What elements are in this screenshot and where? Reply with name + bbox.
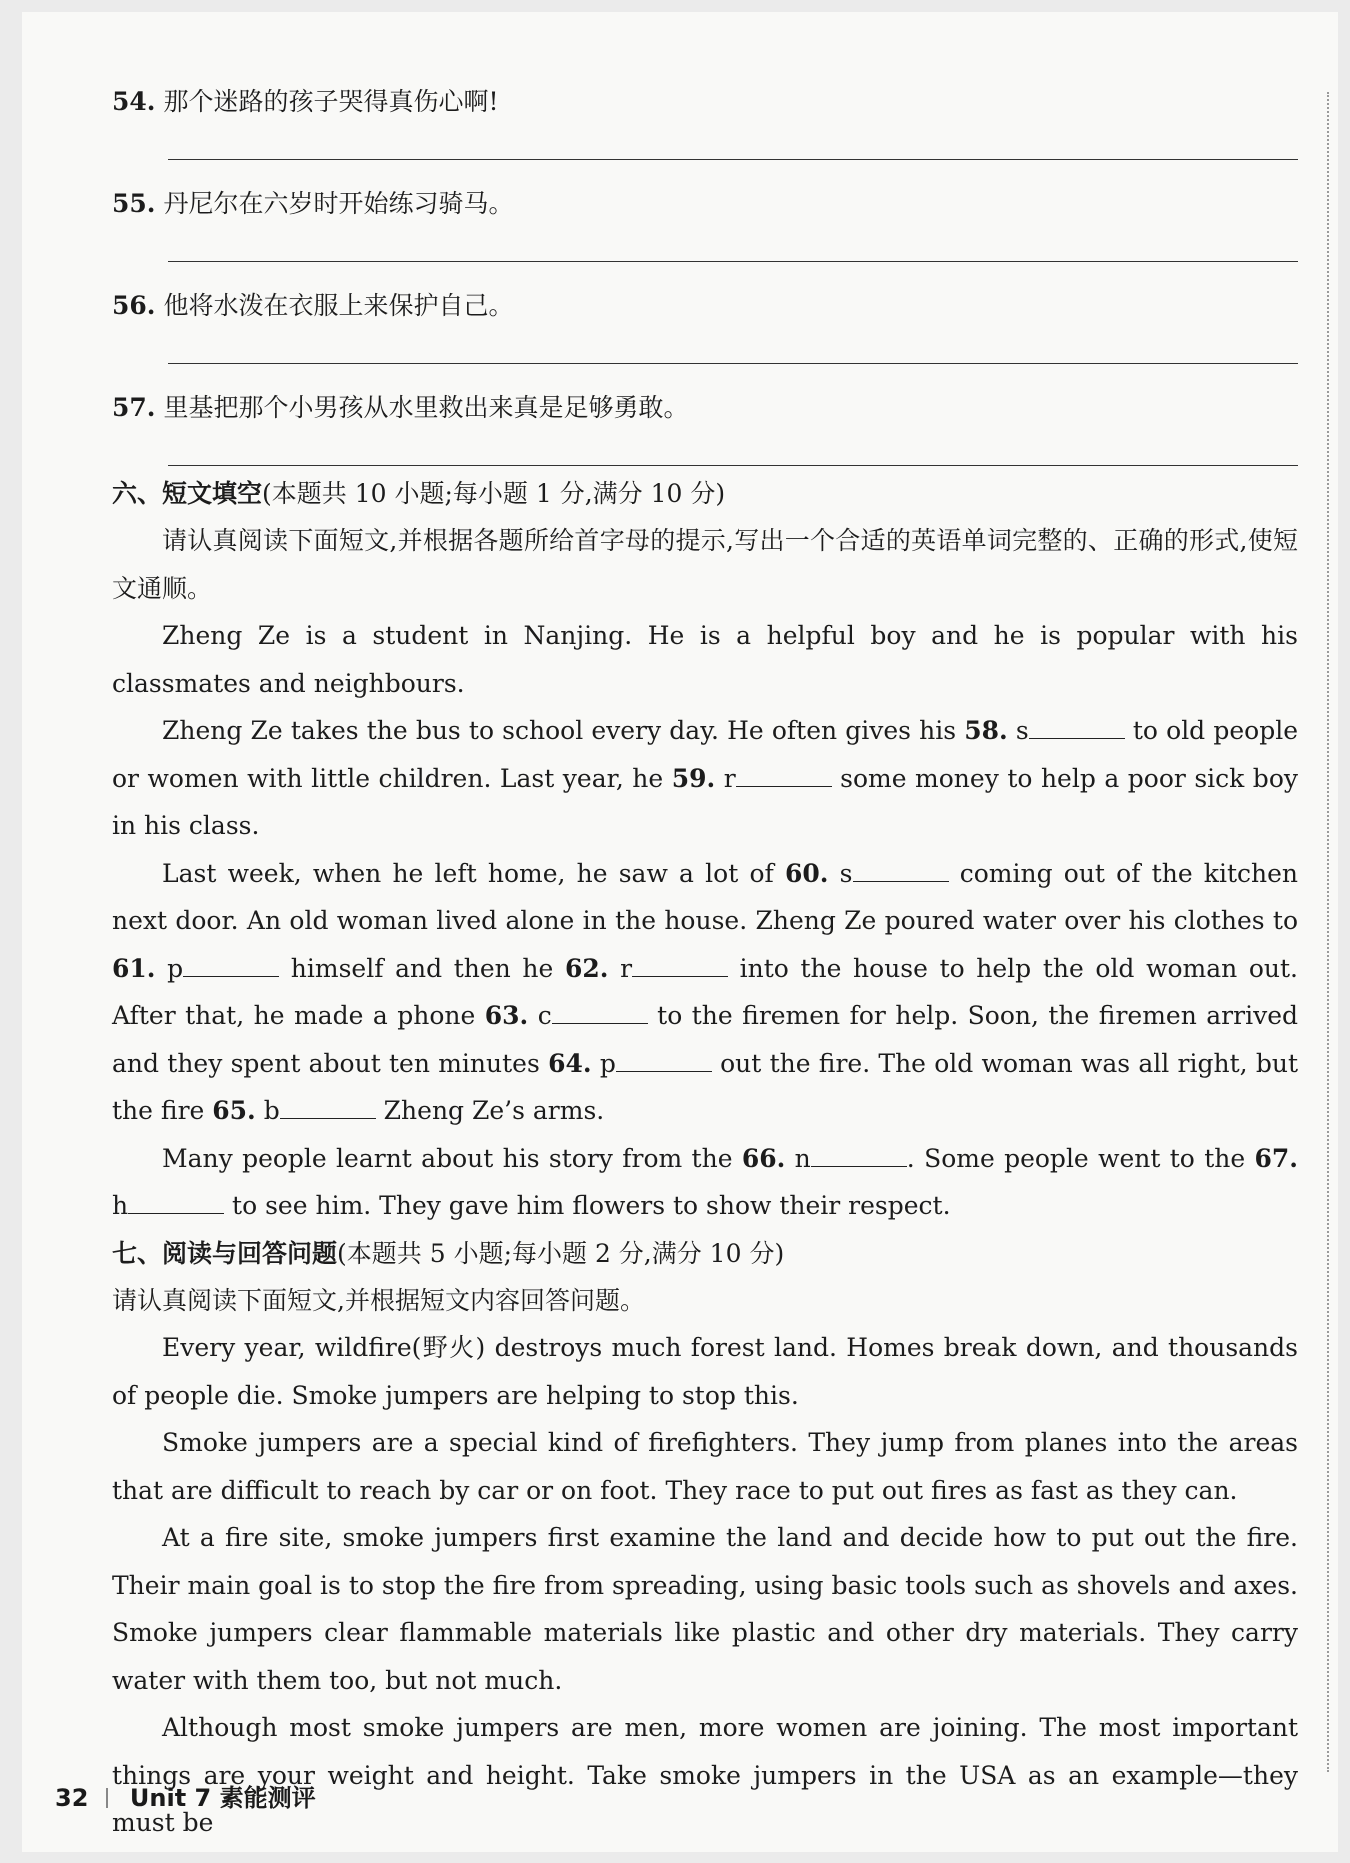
blank-number-63: 63. (484, 1001, 529, 1030)
passage-1-paragraph-3: Last week, when he left home, he saw a lot of 60. s coming out of the kitchen next door. An old woman lived alone in the house. Zheng Ze poured water over his clothes to 61. p himself and then he 62. r into the house to help the old woman out. After that, he made a phone 63. c to the firemen for help. Soon, the firemen arrived and they spent about ten minutes 64. p out the fire. The old woman was all right, but the fire 65. b Zheng Ze’s arms. (112, 858, 1299, 1125)
section-7-note: (本题共 5 小题;每小题 2 分,满分 10 分) (337, 1238, 785, 1268)
question-text: 那个迷路的孩子哭得真伤心啊! (163, 87, 499, 116)
question-number: 56. (112, 291, 156, 320)
blank-number-61: 61. (112, 953, 156, 983)
passage-2-paragraph-1: Every year, wildfire(野火) destroys much forest land. Homes break down, and thousands of people die. Smoke jumpers are helping to stop this. (112, 1333, 1298, 1410)
blank-64[interactable] (616, 1049, 712, 1072)
binding-cut-line (1327, 92, 1329, 1772)
blank-number-59: 59. (671, 763, 716, 793)
translation-item-55 (112, 182, 1298, 262)
content (112, 80, 1298, 1847)
blank-61[interactable] (183, 954, 279, 977)
question-number: 57. (112, 393, 156, 422)
question-number: 55. (112, 189, 156, 218)
translation-item-57 (112, 386, 1298, 466)
passage-1-paragraph-2: Zheng Ze takes the bus to school every day. He often gives his 58. s to old people or women with little children. Last year, he 59. r some money to help a poor sick boy in his class. (112, 716, 1298, 840)
answer-line[interactable] (168, 158, 1298, 160)
section-6-note: (本题共 10 小题;每小题 1 分,满分 10 分) (262, 479, 726, 508)
passage-1-paragraph-4: Many people learnt about his story from the 66. n . Some people went to the 67. h to see him. They gave him flowers to show their respect. (112, 1143, 1298, 1220)
blank-number-67: 67. (1254, 1143, 1298, 1173)
blank-67[interactable] (128, 1191, 224, 1214)
translation-item-56 (112, 284, 1298, 364)
question-text: 丹尼尔在六岁时开始练习骑马。 (163, 189, 514, 218)
answer-line[interactable] (168, 464, 1298, 466)
footer-divider (106, 1788, 108, 1808)
blank-63[interactable] (552, 1001, 648, 1024)
answer-line[interactable] (168, 362, 1298, 364)
blank-number-58: 58. (964, 716, 1008, 745)
blank-60[interactable] (853, 859, 949, 882)
page-number: 32 (55, 1784, 89, 1812)
passage-2-paragraph-3: At a fire site, smoke jumpers first examine the land and decide how to put out the fire. Their main goal is to stop the fire from spreading, using basic tools such as shovels and axes. Smoke jumpers clear flammable materials like plastic and other dry materials. They carry water with them too, but not much. (112, 1523, 1298, 1695)
passage-1-paragraph-1: Zheng Ze is a student in Nanjing. He is a helpful boy and he is popular with his classmates and neighbours. (112, 621, 1298, 698)
unit-label: Unit 7 素能测评 (129, 1784, 316, 1812)
page (22, 12, 1338, 1852)
passage-2-paragraph-2: Smoke jumpers are a special kind of firefighters. They jump from planes into the areas that are difficult to reach by car or on foot. They race to put out fires as fast as they can. (112, 1428, 1298, 1505)
blank-number-62: 62. (564, 953, 609, 983)
section-6-title: 六、短文填空(本题共 10 小题;每小题 1 分,满分 10 分) (112, 479, 726, 508)
blank-62[interactable] (632, 954, 728, 977)
section-7-instruction: 请认真阅读下面短文,并根据短文内容回答问题。 (112, 1285, 645, 1315)
blank-65[interactable] (280, 1096, 376, 1119)
blank-number-66: 66. (741, 1143, 786, 1173)
page-footer (55, 1778, 316, 1813)
section-6-instruction: 请认真阅读下面短文,并根据各题所给首字母的提示,写出一个合适的英语单词完整的、正确的形式,使短文通顺。 (112, 526, 1298, 603)
question-text: 里基把那个小男孩从水里救出来真是足够勇敢。 (163, 393, 689, 422)
blank-58[interactable] (1029, 716, 1125, 739)
blank-66[interactable] (811, 1144, 907, 1167)
blank-number-60: 60. (784, 858, 829, 888)
passage-2-paragraph-4: Although most smoke jumpers are men, more women are joining. The most important things are your weight and height. Take smoke jumpers in the USA as an example—they must be (112, 1713, 1298, 1837)
blank-number-65: 65. (212, 1096, 256, 1125)
blank-59[interactable] (736, 764, 832, 787)
translation-item-54 (112, 80, 1298, 160)
question-text: 他将水泼在衣服上来保护自己。 (163, 291, 514, 320)
section-7-title: 七、阅读与回答问题(本题共 5 小题;每小题 2 分,满分 10 分) (112, 1238, 785, 1268)
blank-number-64: 64. (548, 1048, 592, 1078)
question-number: 54. (112, 87, 156, 116)
answer-line[interactable] (168, 260, 1298, 262)
